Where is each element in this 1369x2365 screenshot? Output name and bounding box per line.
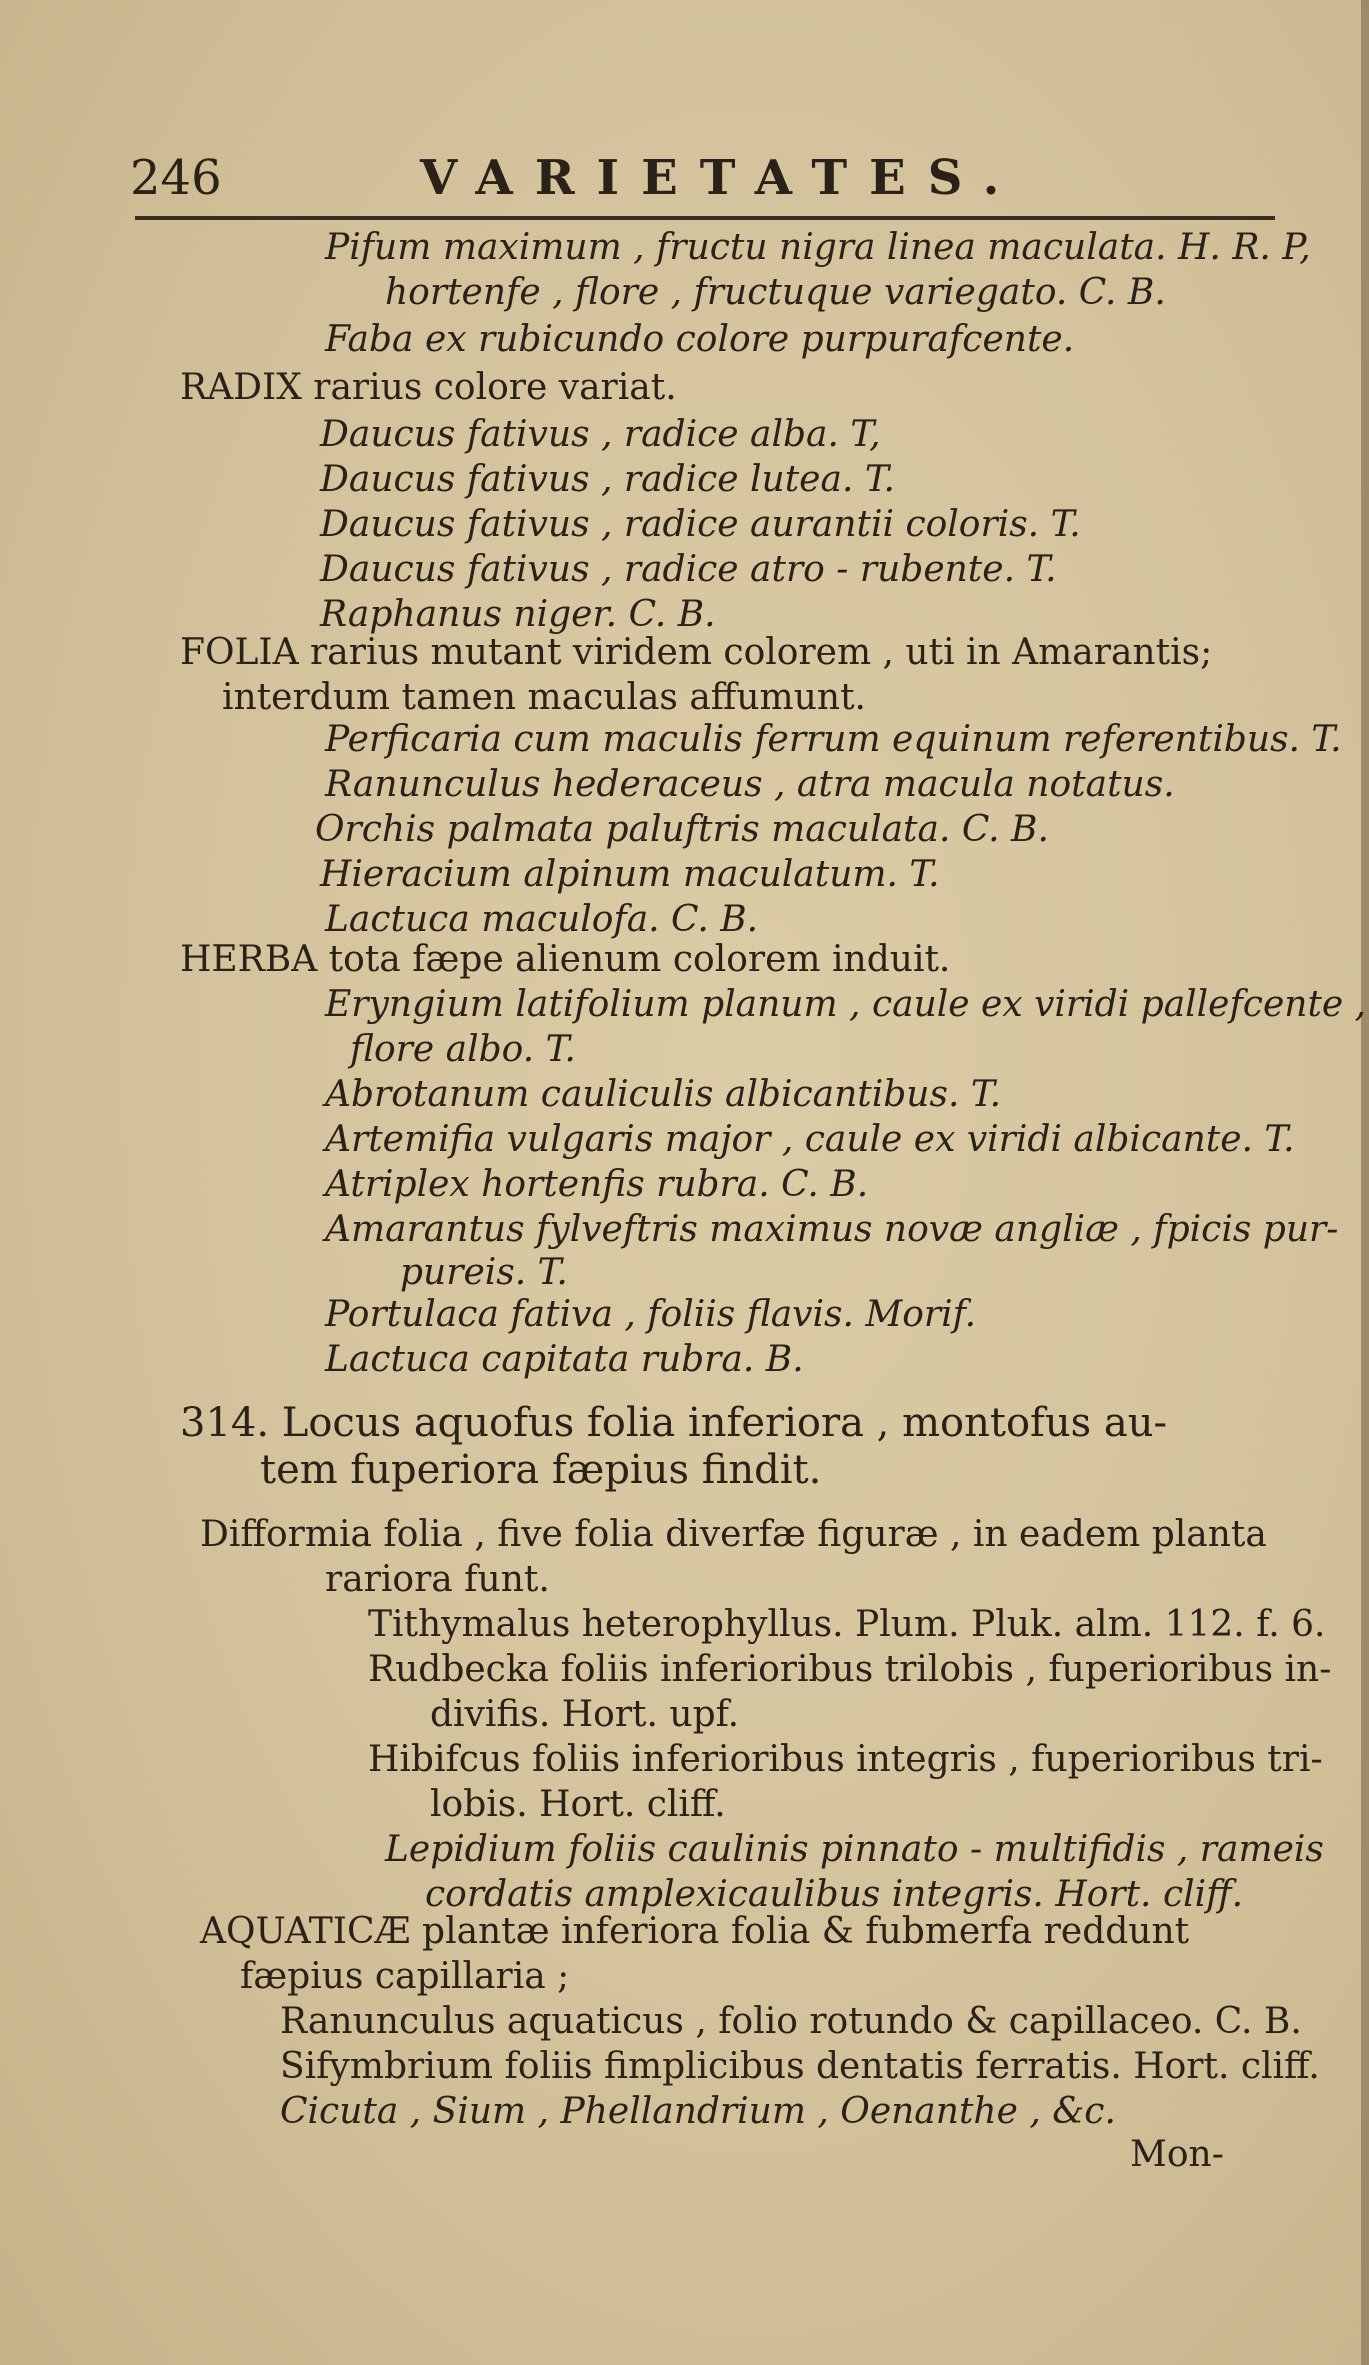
text-line: Lactuca maculofa. C. B. (325, 899, 759, 940)
text-line: Sifymbrium foliis fimplicibus dentatis ferratis. Hort. cliff. (280, 2046, 1320, 2087)
text-line: HERBA tota fæpe alienum colorem induit. (180, 939, 951, 980)
text-line: rariora funt. (325, 1559, 550, 1600)
text-line: Difformia folia , five folia diverfæ figuræ , in eadem planta (200, 1514, 1267, 1555)
page-number: 246 (130, 150, 222, 206)
text-line: Lactuca capitata rubra. B. (325, 1339, 804, 1380)
text-line: Abrotanum cauliculis albicantibus. T. (325, 1074, 1002, 1115)
text-line: Raphanus niger. C. B. (320, 594, 716, 635)
running-title: VARIETATES. (420, 150, 1022, 206)
text-line: cordatis amplexicaulibus integris. Hort. cliff. (425, 1874, 1244, 1915)
text-line: Ranunculus hederaceus , atra macula notatus. (325, 764, 1175, 805)
text-line: Eryngium latifolium planum , caule ex viridi pallefcente , (325, 984, 1367, 1025)
text-line: Amarantus fylveftris maximus novæ angliæ , fpicis pur- (325, 1209, 1339, 1250)
text-line: lobis. Hort. cliff. (430, 1784, 726, 1825)
text-line: FOLIA rarius mutant viridem colorem , uti in Amarantis; (180, 632, 1213, 673)
text-line: Daucus fativus , radice lutea. T. (320, 459, 895, 500)
text-line: 314. Locus aquofus folia inferiora , montofus au- (180, 1400, 1167, 1446)
text-line: Daucus fativus , radice alba. T, (320, 414, 881, 455)
text-line: Hieracium alpinum maculatum. T. (320, 854, 940, 895)
text-line: Daucus fativus , radice aurantii coloris. T. (320, 504, 1081, 545)
text-line: Daucus fativus , radice atro - rubente. T. (320, 549, 1057, 590)
text-line: Orchis palmata paluftris maculata. C. B. (315, 809, 1049, 850)
text-line: RADIX rarius colore variat. (180, 367, 677, 408)
text-line: Ranunculus aquaticus , folio rotundo & capillaceo. C. B. (280, 2001, 1302, 2042)
text-line: fæpius capillaria ; (240, 1956, 570, 1997)
text-line: tem fuperiora fæpius findit. (260, 1447, 822, 1493)
text-line: flore albo. T. (350, 1029, 576, 1070)
header-rule (135, 216, 1275, 220)
text-line: Portulaca fativa , foliis flavis. Morif. (325, 1294, 977, 1335)
text-line: Cicuta , Sium , Phellandrium , Oenanthe , &c. (280, 2091, 1116, 2132)
text-line: interdum tamen maculas affumunt. (222, 677, 866, 718)
text-line: Faba ex rubicundo colore purpurafcente. (325, 319, 1075, 360)
text-line: Rudbecka foliis inferioribus trilobis , fuperioribus in- (368, 1649, 1332, 1690)
text-line: Pifum maximum , fructu nigra linea maculata. H. R. P, (325, 227, 1311, 268)
text-line: Mon- (1130, 2134, 1224, 2175)
text-line: Perficaria cum maculis ferrum equinum referentibus. T. (325, 719, 1342, 760)
text-line: pureis. T. (400, 1252, 568, 1293)
text-line: Tithymalus heterophyllus. Plum. Pluk. alm. 112. f. 6. (368, 1604, 1326, 1645)
text-line: Hibifcus foliis inferioribus integris , fuperioribus tri- (368, 1739, 1323, 1780)
text-line: Lepidium foliis caulinis pinnato - multifidis , rameis (385, 1829, 1324, 1870)
text-line: divifis. Hort. upf. (430, 1694, 740, 1735)
text-line: Artemifia vulgaris major , caule ex viridi albicante. T. (325, 1119, 1295, 1160)
page-edge (1361, 0, 1369, 2365)
text-line: AQUATICÆ plantæ inferiora folia & fubmerfa reddunt (200, 1911, 1190, 1952)
page-header (130, 150, 1280, 220)
text-line: Atriplex hortenfis rubra. C. B. (325, 1164, 869, 1205)
text-line: hortenfe , flore , fructuque variegato. C. B. (385, 272, 1166, 313)
